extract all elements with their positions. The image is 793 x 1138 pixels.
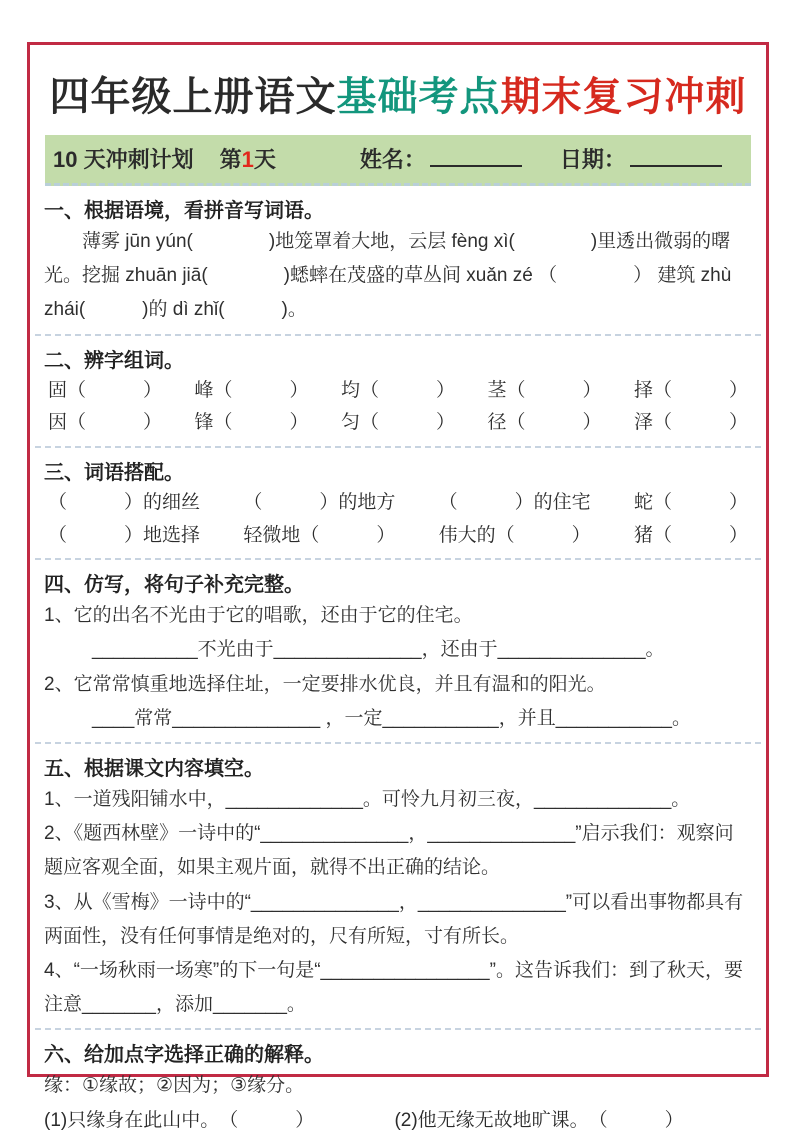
worksheet-frame: [27, 42, 769, 1131]
fill-item: 3、从《雪梅》一诗中的“______________，______________”可以看出事物都具有两面性，没有任何事情是绝对的，尺有所短，寸有所长。: [44, 891, 744, 947]
phrase-cell: 蛇（ ）: [633, 491, 748, 513]
char-cell: 径（ ）: [487, 412, 602, 434]
fill-item: 4、“一场秋雨一场寒”的下一句是“________________”。这告诉我们：到了秋天，要注意_______，添加_______。: [44, 959, 743, 1016]
char-cell: 泽（ ）: [633, 412, 748, 434]
plan-banner: [45, 135, 751, 186]
section-6-title: 六、给加点字选择正确的解释。: [44, 1044, 324, 1067]
date-field: [560, 143, 722, 174]
char-cell: 固（ ）: [48, 379, 163, 401]
phrase-row: [44, 487, 752, 520]
phrase-cell: 猪（ ）: [633, 524, 748, 546]
section-2-title: 二、辨字组词。: [44, 349, 184, 372]
char-cell: 匀（ ）: [340, 412, 455, 434]
title-grade-part: 四年级上册语文: [49, 75, 337, 119]
day-suffix: 天: [253, 147, 276, 172]
char-cell: 因（ ）: [48, 412, 163, 434]
section-6-definitions: [44, 1038, 752, 1137]
section-5-text-fill: [44, 752, 752, 1022]
gloss-options: 缘：①缘故；②因为；③缘分。: [44, 1075, 305, 1097]
definition-question-1: (1)只缘身在此山中。 （ ）: [44, 1109, 315, 1131]
name-blank-line: [430, 145, 522, 167]
char-cell: 均（ ）: [340, 379, 455, 401]
definition-question-2: (2)他无缘无故地旷课。 （ ）: [394, 1109, 684, 1131]
question-sentence: 1、它的出名不光由于它的唱歌，还由于它的住宅。: [44, 605, 473, 627]
char-row: [44, 375, 752, 408]
section-2-word-formation: [44, 344, 752, 440]
phrase-cell: （ ）的细丝: [48, 491, 201, 513]
char-cell: 锋（ ）: [194, 412, 309, 434]
fill-item: 1、一道残阳铺水中，_____________。可怜九月初三夜，_____________。: [44, 789, 691, 810]
section-divider: [35, 1028, 761, 1030]
char-cell: 茎（ ）: [487, 379, 602, 401]
definition-questions-row: [44, 1104, 752, 1138]
section-1-paragraph: 薄雾 jūn yún( )地笼罩着大地，云层 fèng xì( )里透出微弱的曙光。挖掘 zhuān jiā( )蟋蟀在茂盛的草丛间 xuǎn zé （ ） 建筑 zhù zhái( )的 dì zhǐ( )。: [44, 231, 732, 321]
day-label: [220, 143, 276, 174]
day-prefix: 第: [219, 147, 242, 172]
phrase-cell: （ ）地选择: [48, 524, 201, 546]
char-cell: 择（ ）: [633, 379, 748, 401]
section-3-collocation: [44, 456, 752, 552]
page-title: [44, 65, 752, 122]
section-3-title: 三、词语搭配。: [44, 461, 184, 484]
date-blank-line: [630, 145, 722, 167]
answer-blank-line: ____常常______________ ，一定___________，并且___________。: [92, 707, 691, 729]
fill-item: 2、《题西林壁》一诗中的“______________，______________”启示我们：观察问题应客观全面，如果主观片面，就得不出正确的结论。: [44, 823, 734, 879]
section-5-title: 五、根据课文内容填空。: [44, 758, 264, 780]
section-divider: [35, 446, 761, 448]
section-4-title: 四、仿写，将句子补充完整。: [44, 574, 304, 597]
phrase-cell: （ ）的住宅: [438, 491, 591, 513]
name-field: [360, 143, 522, 174]
section-divider: [35, 742, 761, 744]
section-divider: [35, 558, 761, 560]
phrase-cell: 轻微地（ ）: [243, 524, 396, 546]
plan-label: 10 天冲刺计划: [53, 147, 194, 172]
question-sentence: 2、它常常慎重地选择住址，一定要排水优良，并且有温和的阳光。: [44, 673, 606, 695]
title-basics-part: 基础考点: [336, 75, 501, 119]
section-1-title: 一、根据语境，看拼音写词语。: [44, 200, 324, 222]
name-label: 姓名：: [359, 147, 426, 172]
section-divider: [35, 334, 761, 336]
char-row: [44, 407, 752, 440]
day-number: 1: [241, 147, 254, 172]
phrase-cell: 伟大的（ ）: [438, 524, 591, 546]
char-cell: 峰（ ）: [194, 379, 309, 401]
section-1-pinyin: [44, 194, 752, 328]
section-4-imitation: [44, 568, 752, 736]
title-review-part: 期末复习冲刺: [500, 75, 747, 119]
date-label: 日期：: [559, 147, 626, 172]
phrase-row: [44, 520, 752, 553]
phrase-cell: （ ）的地方: [243, 491, 396, 513]
answer-blank-line: __________不光由于______________，还由于______________。: [92, 639, 665, 661]
